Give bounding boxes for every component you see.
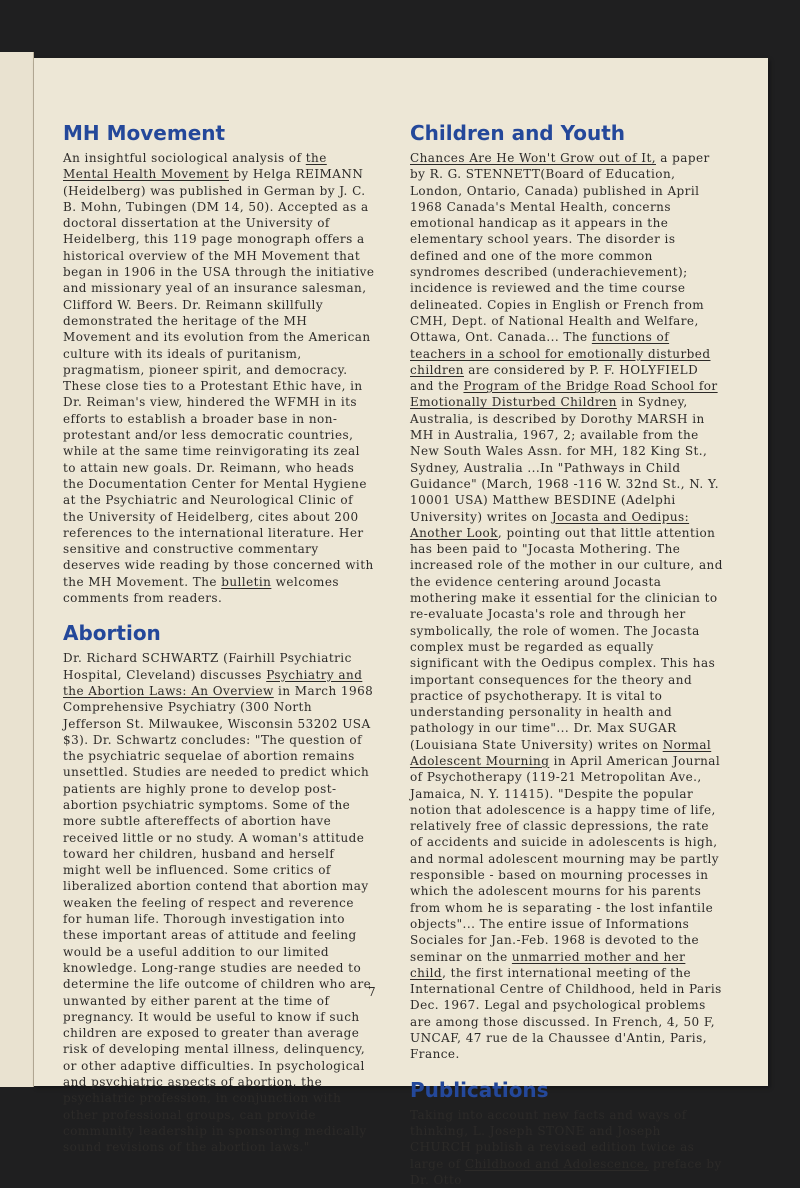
link-unmarried-mother: unmarried mother and her child bbox=[410, 949, 686, 980]
children-youth-paragraph bbox=[410, 150, 724, 1063]
text-run: in March 1968 Comprehensive Psychiatry (300 North Jefferson St. Milwaukee, Wisconsin 53202 USA $3). Dr. Schwartz concludes: "The question of the psychiatric sequelae of abortion remains unsettled. Studies are needed to predict which patients are highly prone to develop post-abortion psychiatric symptoms. Some of the more subtle aftereffects of abortion have received little or no study. A woman's attitude toward her children, husband and herself might well be influenced. Some critics of liberalized abortion contend that abortion may weaken the feeling of respect and reverence for human life. Thorough investigation into these important areas of attitude and feeling would be a useful addition to our limited knowledge. Long-range studies are needed to determine the life outcome of children who are unwanted by either parent at the time of pregnancy. It would be useful to know if such children are exposed to greater than average risk of developing mental illness, delinquency, or other adaptive difficulties. In psychological and psychiatric aspects of abortion, the psychiatric profession, in conjunction with other professional groups, can provide community leadership in sponsoring medically sound revisions of the abortion laws." bbox=[63, 683, 374, 1155]
link-normal-adolescent-mourning: Normal Adolescent Mourning bbox=[410, 737, 712, 768]
mh-movement-paragraph bbox=[63, 150, 375, 606]
link-bridge-road-program: Program of the Bridge Road School for Emotionally Disturbed Children bbox=[410, 379, 718, 410]
mh-movement-heading: MH Movement bbox=[63, 121, 226, 145]
link-childhood-adolescence: Childhood and Adolescence, bbox=[464, 1156, 649, 1171]
link-mental-health-movement: the Mental Health Movement bbox=[63, 151, 327, 182]
right-column bbox=[410, 120, 724, 1188]
left-column bbox=[63, 120, 375, 1156]
text-run: in April American Journal of Psychotherapy (119-21 Metropolitan Ave., Jamaica, N. Y. 11415). "Despite the popular notion that adolescence is a happy time of life, relatively free of classic depressions, the rate of accidents and suicide in adolescents is high, and normal adolescent mourning may be partly responsible - based on mourning processes in which the adolescent mourns for his parents from whom he is separating - the lost infantile objects"... The entire issue of Informations Sociales for Jan.-Feb. 1968 is devoted to the seminar on the bbox=[410, 753, 721, 964]
document-page bbox=[34, 58, 768, 1187]
link-bulletin: bulletin bbox=[221, 574, 272, 589]
text-run: in Sydney, Australia, is described by Dorothy MARSH in MH in Australia, 1967, 2; available from the New South Wales Assn. for MH, 182 King St., Sydney, Australia ...In "Pathways in Child Guidance" (March, 1968 -116 W. 32nd St., N. Y. 10001 USA) Matthew BESDINE (Adelphi University) writes on bbox=[410, 395, 720, 524]
adjacent-page-edge bbox=[0, 52, 34, 1087]
link-functions-of-teachers: functions of teachers in a school for emotionally disturbed children bbox=[410, 330, 711, 377]
page-number: 7 bbox=[368, 985, 376, 999]
link-chances-are: Chances Are He Won't Grow out of It, bbox=[410, 151, 656, 165]
text-run: a paper by R. G. STENNETT(Board of Education, London, Ontario, Canada) published in April 1968 Canada's Mental Health, concerns emotional handicap as it appears in the elementary school years. The disorder is defined and one of the more common syndromes described (underachievement); incidence is reviewed and the time course delineated. Copies in English or French from CMH, Dept. of National Health and Welfare, Ottawa, Ont. Canada... The bbox=[410, 151, 710, 345]
text-run: An insightful sociological analysis of bbox=[63, 151, 306, 165]
abortion-heading: Abortion bbox=[63, 621, 161, 646]
text-run: by Helga REIMANN (Heidelberg) was published in German by J. C. B. Mohn, Tubingen (DM 14, 50). Accepted as a doctoral dissertation at the University of Heidelberg, this 119 page monograph offers a historical overview of the MH Movement that began in 1906 in the USA through the initiative and missionary yeal of an insurance salesman, Clifford W. Beers. Dr. Reimann skillfully demonstrated the heritage of the MH Movement and its evolution from the American culture with its ideals of puritanism, pragmatism, pioneer spirit, and democracy. These close ties to a Protestant Ethic have, in Dr. Reiman's view, hindered the WFMH in its efforts to establish a broader base in non-protestant and/or less democratic countries, while at the same time reinvigorating its zeal to attain new goals. Dr. Reimann, who heads the Documentation Center for Mental Hygiene at the Psychiatric and Neurological Clinic of the University of Heidelberg, cites about 200 references to the international literature. Her sensitive and constructive commentary deserves wide reading by those concerned with the MH Movement. The bbox=[63, 167, 375, 589]
text-run: are considered by P. F. HOLYFIELD and the bbox=[410, 362, 699, 394]
children-youth-heading: Children and Youth bbox=[410, 121, 626, 145]
publications-heading: Publications bbox=[410, 1077, 549, 1102]
text-run: Dr. Richard SCHWARTZ (Fairhill Psychiatric Hospital, Cleveland) discusses bbox=[63, 651, 352, 682]
abortion-paragraph bbox=[63, 650, 375, 1155]
link-psychiatry-abortion-laws: Psychiatry and the Abortion Laws: An Overview bbox=[63, 667, 363, 698]
link-jocasta-oedipus: Jocasta and Oedipus: Another Look bbox=[410, 509, 690, 540]
text-run: Taking into account new facts and ways of thinking, L. Joseph STONE and Joseph CHURCH publish a revised edition twice as large of bbox=[410, 1107, 695, 1171]
text-run: , pointing out that little attention has been paid to "Jocasta Mothering. The increased role of the mother in our culture, and the evidence centering around Jocasta mothering make it essential for the clinician to re-evaluate Jocasta's role and through her symbolically, the role of women. The Jocasta complex must be regarded as equally significant with the Oedipus complex. This has important consequences for the theory and practice of psychotherapy. It is vital to understanding personality in health and pathology in our time"... Dr. Max SUGAR (Louisiana State University) writes on bbox=[410, 525, 723, 752]
text-run: , the first international meeting of the International Centre of Childhood, held in Paris Dec. 1967. Legal and psychological problems are among those discussed. In French, 4, 50 F, UNCAF, 47 rue de la Chaussee d'Antin, Paris, France. bbox=[410, 965, 722, 1062]
text-run: welcomes comments from readers. bbox=[63, 574, 340, 606]
publications-paragraph bbox=[410, 1107, 724, 1188]
text-run: preface by Dr. Otto bbox=[410, 1156, 722, 1187]
